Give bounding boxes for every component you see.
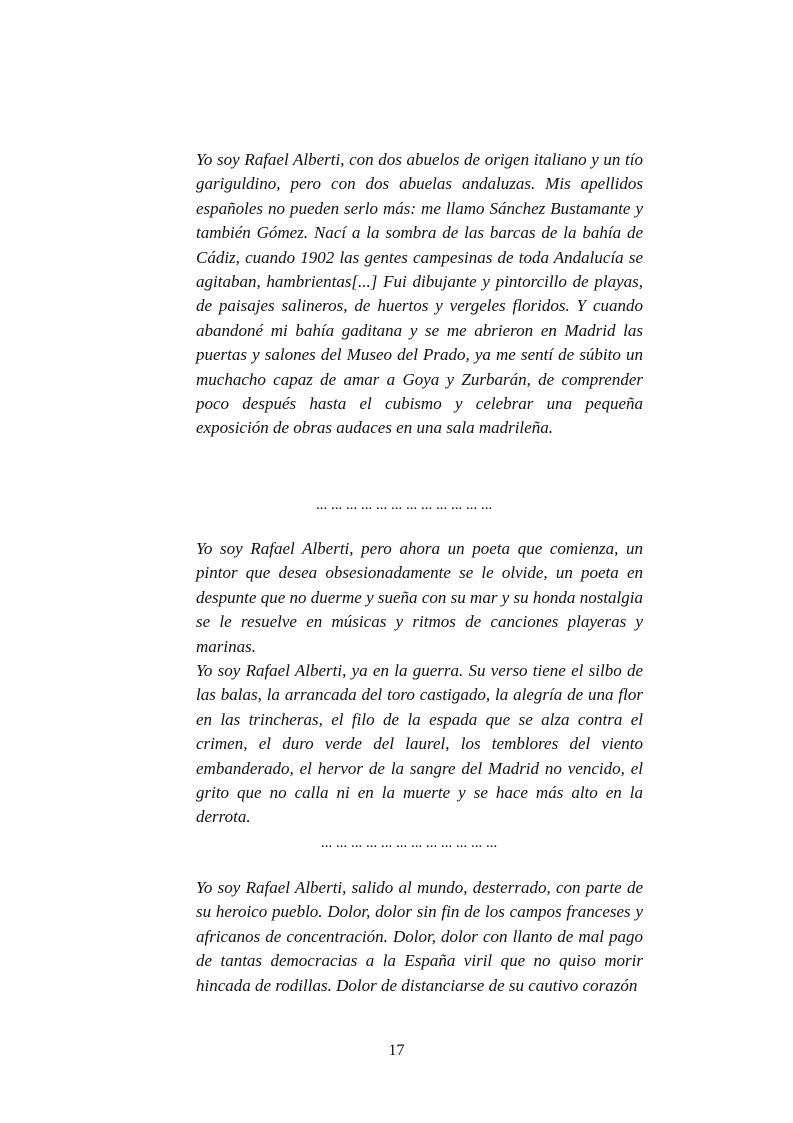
page-number: 17 (388, 1042, 405, 1059)
paragraph-1: Yo soy Rafael Alberti, con dos abuelos de origen italiano y un tío gariguldino, pero con dos abuelas andaluzas. Mis apellidos españoles no pueden serlo más: me llamo Sánchez Bustamante y también Gómez. Nací a la sombra de las barcas de la bahía de Cádiz, cuando 1902 las gentes campesinas de toda Andalucía se agitaban, hambrientas[...] Fui dibujante y pintorcillo de playas, de paisajes salineros, de huertos y vergeles floridos. Y cuando abandoné mi bahía gaditana y se me abrieron en Madrid las puertas y salones del Museo del Prado, ya me sentí de súbito un muchacho capaz de amar a Goya y Zurbarán, de comprender poco después hasta el cubismo y celebrar una pequeña exposición de obras audaces en una sala madrileña. (196, 150, 643, 438)
paragraph-group (196, 537, 643, 830)
paragraph-4: Yo soy Rafael Alberti, salido al mundo, desterrado, con parte de su heroico pueblo. Dolor, dolor sin fin de los campos franceses y africanos de concentración. Dolor, dolor con llanto de mal pago de tantas democracias a la España viril que no quiso morir hincada de rodillas. Dolor de distanciarse de su cautivo corazón (196, 878, 643, 995)
section-break-2: ... ... ... ... ... ... ... ... ... ... ... ... (321, 835, 498, 851)
section-break-1: ... ... ... ... ... ... ... ... ... ... ... ... (316, 497, 493, 513)
paragraph-3: Yo soy Rafael Alberti, ya en la guerra. Su verso tiene el silbo de las balas, la arrancada del toro castigado, la alegría de una flor en las trincheras, el filo de la espada que se alza contra el crimen, el duro verde del laurel, los temblores del viento embanderado, el hervor de la sangre del Madrid no vencido, el grito que no calla ni en la muerte y se hace más alto en la derrota. (196, 661, 643, 827)
paragraph-2: Yo soy Rafael Alberti, pero ahora un poeta que comienza, un pintor que desea obsesionadamente se le olvide, un poeta en despunte que no duerme y sueña con su mar y su honda nostalgia se le resuelve en músicas y ritmos de canciones playeras y marinas. (196, 539, 643, 656)
